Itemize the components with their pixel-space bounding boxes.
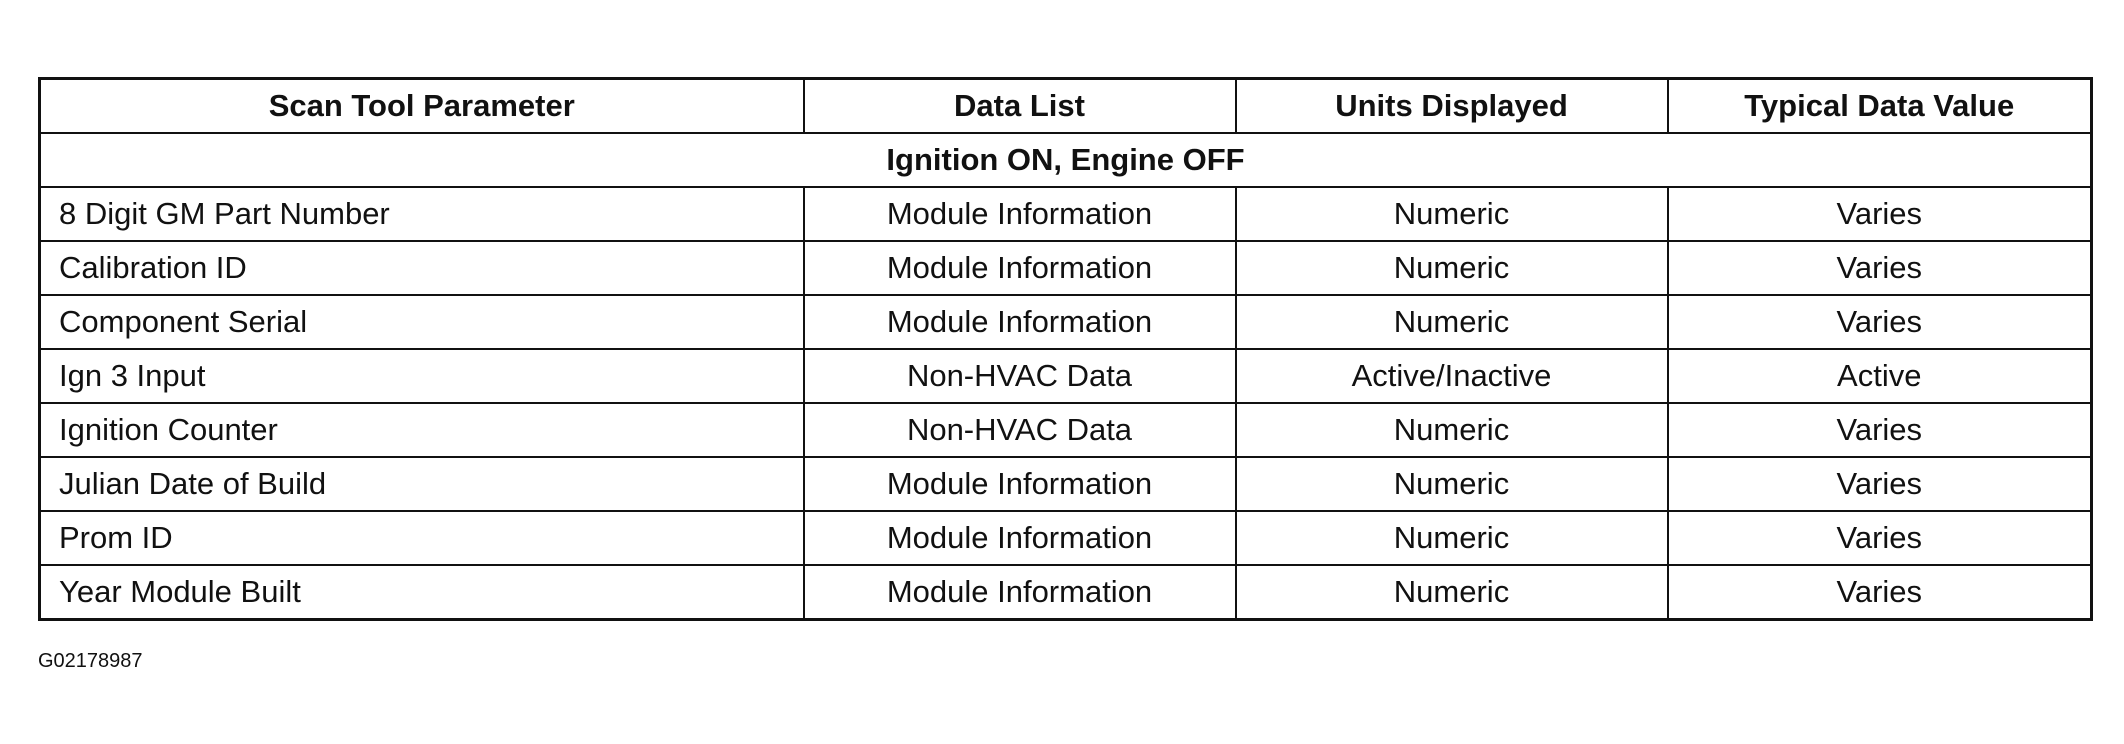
- parameter-cell: Year Module Built: [40, 565, 804, 620]
- data-list-cell: Module Information: [804, 241, 1236, 295]
- typical-value-cell: Varies: [1668, 403, 2092, 457]
- typical-value-cell: Varies: [1668, 187, 2092, 241]
- parameter-cell: Prom ID: [40, 511, 804, 565]
- data-list-cell: Module Information: [804, 295, 1236, 349]
- table-row: [40, 511, 2092, 565]
- parameter-cell: Ignition Counter: [40, 403, 804, 457]
- parameter-cell: Calibration ID: [40, 241, 804, 295]
- header-scan-tool-parameter: Scan Tool Parameter: [40, 79, 804, 134]
- header-data-list: Data List: [804, 79, 1236, 134]
- data-list-cell: Non-HVAC Data: [804, 403, 1236, 457]
- units-cell: Numeric: [1236, 565, 1668, 620]
- units-cell: Numeric: [1236, 511, 1668, 565]
- parameter-cell: Ign 3 Input: [40, 349, 804, 403]
- table-row: [40, 457, 2092, 511]
- table-row: [40, 241, 2092, 295]
- table-header-row: [40, 79, 2092, 134]
- header-units-displayed: Units Displayed: [1236, 79, 1668, 134]
- table-row: [40, 187, 2092, 241]
- table-row: [40, 295, 2092, 349]
- units-cell: Numeric: [1236, 403, 1668, 457]
- typical-value-cell: Active: [1668, 349, 2092, 403]
- units-cell: Numeric: [1236, 241, 1668, 295]
- units-cell: Numeric: [1236, 295, 1668, 349]
- units-cell: Numeric: [1236, 457, 1668, 511]
- typical-value-cell: Varies: [1668, 565, 2092, 620]
- units-cell: Active/Inactive: [1236, 349, 1668, 403]
- table-row: [40, 565, 2092, 620]
- scan-tool-data-table: [38, 77, 2093, 621]
- figure-id: G02178987: [38, 650, 143, 672]
- data-list-cell: Module Information: [804, 187, 1236, 241]
- data-list-cell: Module Information: [804, 511, 1236, 565]
- data-list-cell: Non-HVAC Data: [804, 349, 1236, 403]
- parameter-cell: Component Serial: [40, 295, 804, 349]
- data-list-cell: Module Information: [804, 457, 1236, 511]
- header-typical-data-value: Typical Data Value: [1668, 79, 2092, 134]
- typical-value-cell: Varies: [1668, 295, 2092, 349]
- section-row: [40, 133, 2092, 187]
- table-row: [40, 403, 2092, 457]
- parameter-cell: 8 Digit GM Part Number: [40, 187, 804, 241]
- section-label: Ignition ON, Engine OFF: [40, 133, 2092, 187]
- table-row: [40, 349, 2092, 403]
- data-list-cell: Module Information: [804, 565, 1236, 620]
- parameter-cell: Julian Date of Build: [40, 457, 804, 511]
- units-cell: Numeric: [1236, 187, 1668, 241]
- typical-value-cell: Varies: [1668, 511, 2092, 565]
- typical-value-cell: Varies: [1668, 241, 2092, 295]
- typical-value-cell: Varies: [1668, 457, 2092, 511]
